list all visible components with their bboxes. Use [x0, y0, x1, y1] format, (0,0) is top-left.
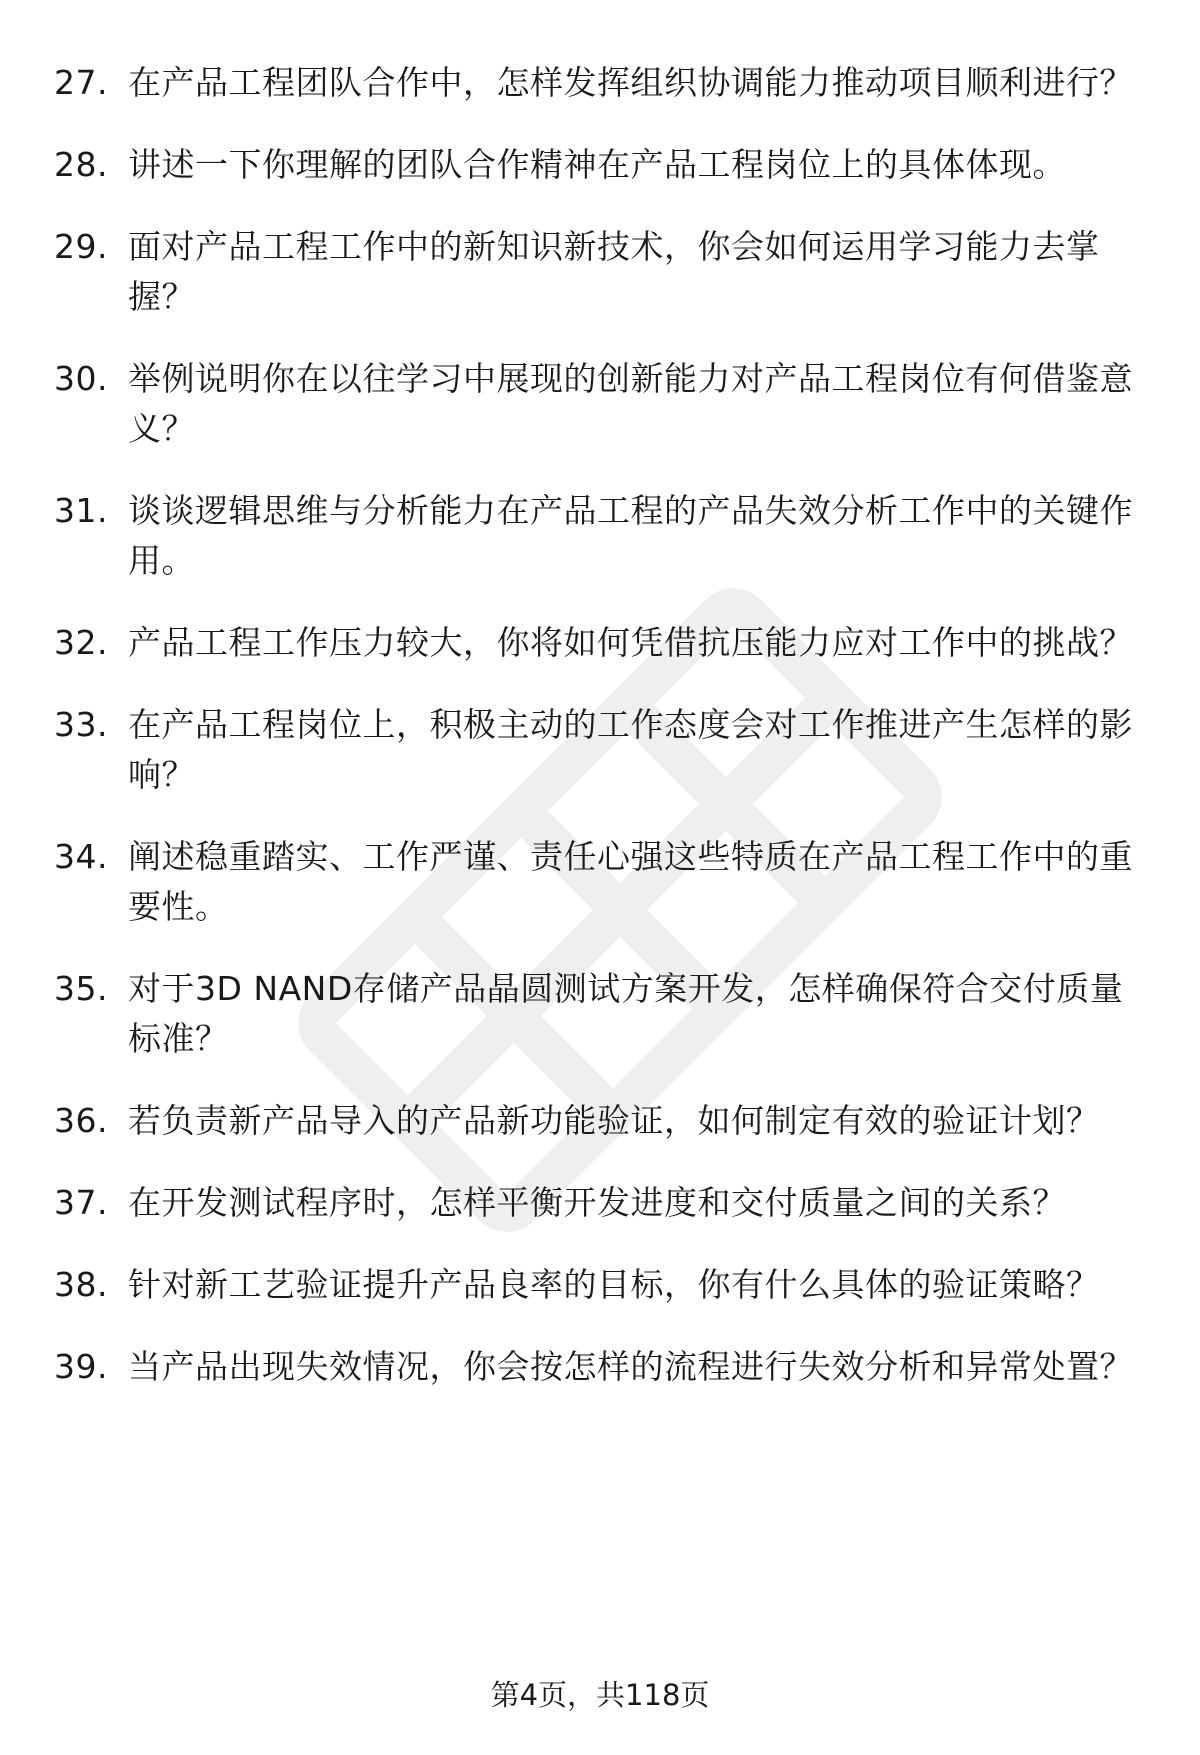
list-item [0, 354, 1200, 454]
question-number: 33. [54, 705, 108, 744]
list-item [0, 140, 1200, 190]
list-item [0, 1342, 1200, 1392]
question-number: 30. [54, 359, 108, 398]
list-item [0, 1260, 1200, 1310]
page-footer: 第4页，共118页 [490, 1678, 710, 1712]
list-item [0, 1178, 1200, 1228]
question-number: 31. [54, 491, 108, 530]
list-item [0, 1096, 1200, 1146]
question-text: 谈谈逻辑思维与分析能力在产品工程的产品失效分析工作中的关键作用。 [128, 491, 1133, 580]
question-number: 34. [54, 837, 108, 876]
question-number: 35. [54, 969, 108, 1008]
question-number: 27. [54, 63, 108, 102]
question-text: 面对产品工程工作中的新知识新技术，你会如何运用学习能力去掌握？ [128, 227, 1100, 316]
question-text: 阐述稳重踏实、工作严谨、责任心强这些特质在产品工程工作中的重要性。 [128, 837, 1133, 926]
list-item [0, 58, 1200, 108]
question-text: 针对新工艺验证提升产品良率的目标，你有什么具体的验证策略？ [128, 1265, 1100, 1304]
question-list [0, 58, 1200, 1424]
list-item [0, 700, 1200, 800]
question-text: 在产品工程岗位上，积极主动的工作态度会对工作推进产生怎样的影响？ [128, 705, 1133, 794]
question-number: 28. [54, 145, 108, 184]
question-text: 对于3D NAND存储产品晶圆测试方案开发，怎样确保符合交付质量标准？ [128, 969, 1124, 1058]
question-text: 在开发测试程序时，怎样平衡开发进度和交付质量之间的关系？ [128, 1183, 1066, 1222]
list-item [0, 964, 1200, 1064]
list-item [0, 832, 1200, 932]
question-text: 讲述一下你理解的团队合作精神在产品工程岗位上的具体体现。 [128, 145, 1066, 184]
list-item [0, 222, 1200, 322]
question-text: 在产品工程团队合作中，怎样发挥组织协调能力推动项目顺利进行？ [128, 63, 1133, 102]
question-number: 36. [54, 1101, 108, 1140]
question-text: 当产品出现失效情况，你会按怎样的流程进行失效分析和异常处置？ [128, 1347, 1133, 1386]
question-text: 举例说明你在以往学习中展现的创新能力对产品工程岗位有何借鉴意义？ [128, 359, 1133, 448]
question-number: 37. [54, 1183, 108, 1222]
question-number: 38. [54, 1265, 108, 1304]
list-item [0, 486, 1200, 586]
question-number: 32. [54, 623, 108, 662]
question-number: 39. [54, 1347, 108, 1386]
question-text: 若负责新产品导入的产品新功能验证，如何制定有效的验证计划？ [128, 1101, 1100, 1140]
question-text: 产品工程工作压力较大，你将如何凭借抗压能力应对工作中的挑战？ [128, 623, 1133, 662]
question-number: 29. [54, 227, 108, 266]
list-item [0, 618, 1200, 668]
